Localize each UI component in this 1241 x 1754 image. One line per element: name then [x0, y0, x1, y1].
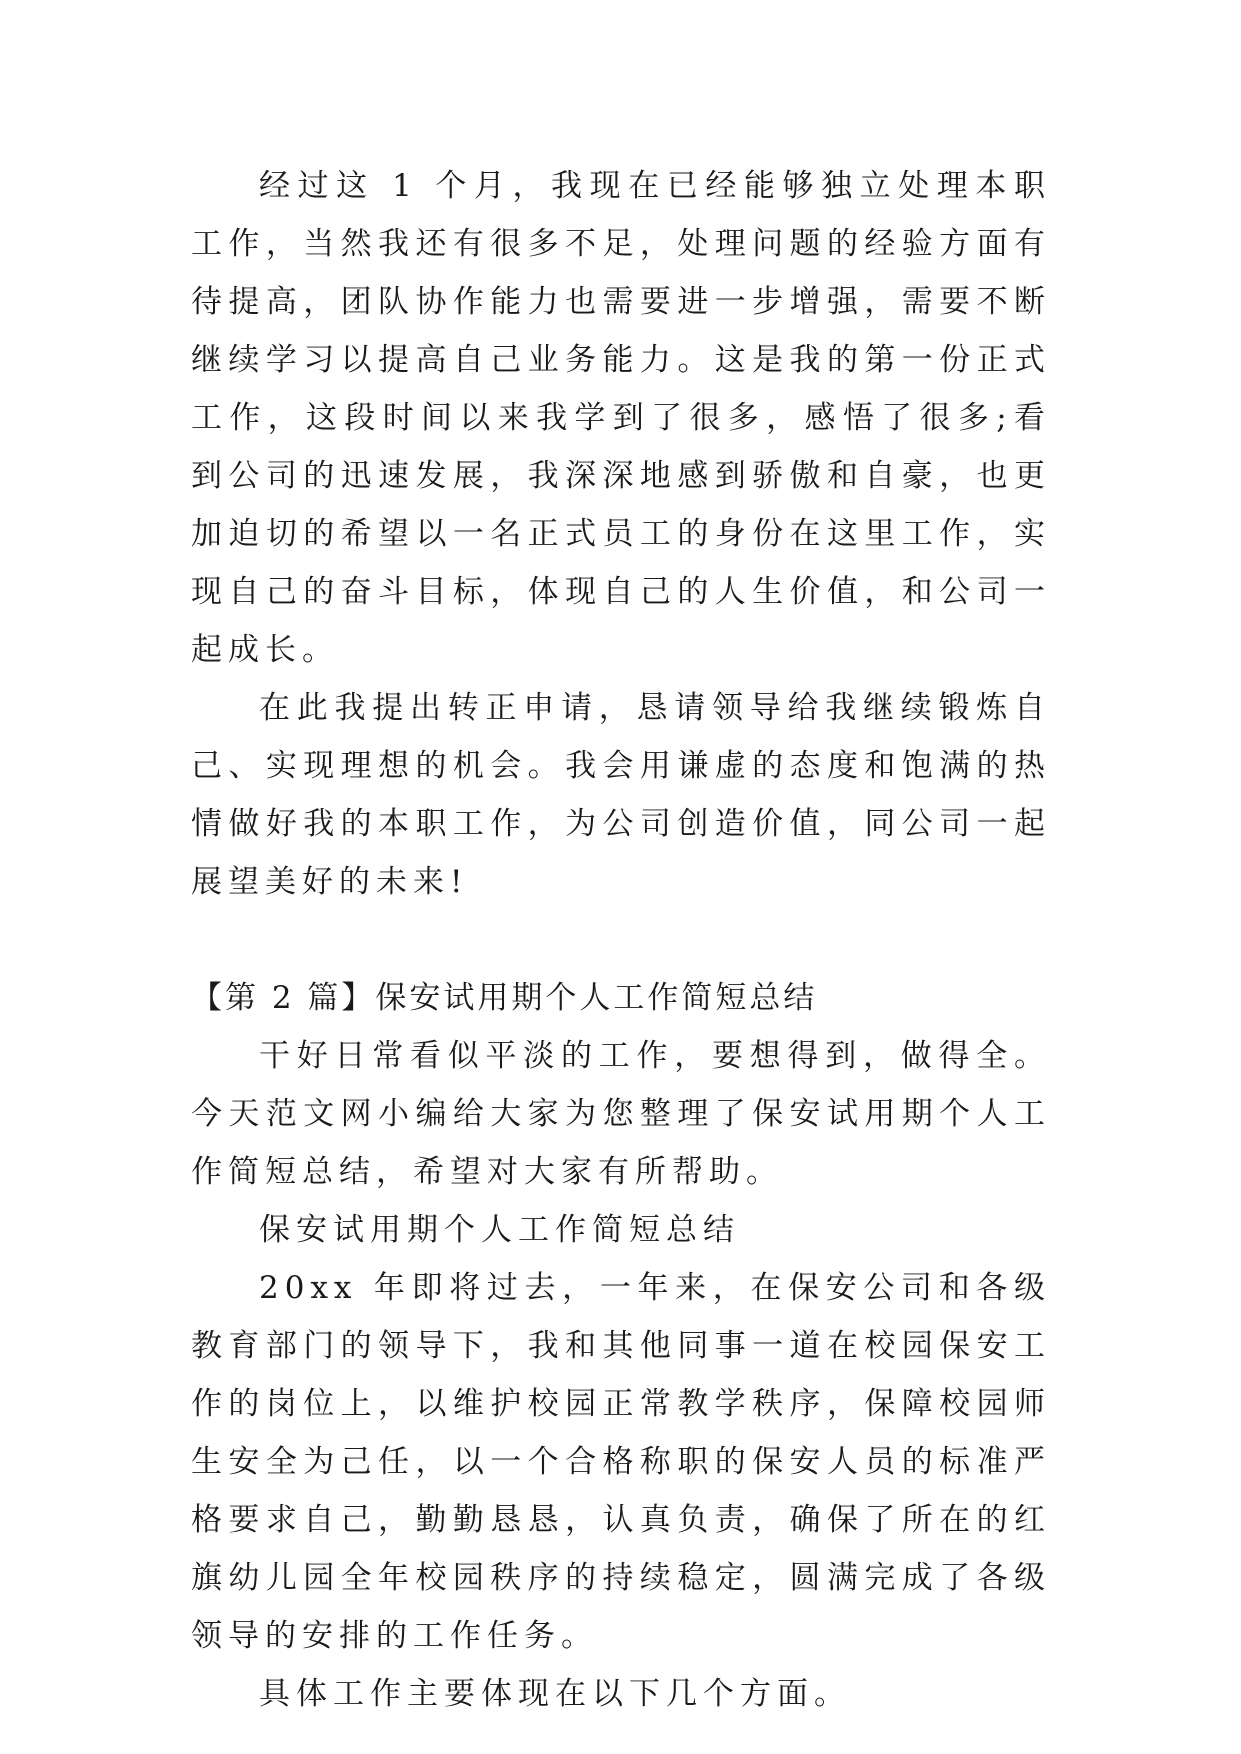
paragraph-intro: 干好日常看似平淡的工作，要想得到，做得全。今天范文网小编给大家为您整理了保安试用期个人工作简短总结，希望对大家有所帮助。	[191, 1038, 1051, 1190]
paragraph-aspects: 具体工作主要体现在以下几个方面。	[259, 1676, 851, 1712]
paragraph-experience: 经过这 1 个月，我现在已经能够独立处理本职工作，当然我还有很多不足，处理问题的经验方面有待提高，团队协作能力也需要进一步增强，需要不断继续学习以提高自己业务能力。这是我的第一份正式工作，这段时间以来我学到了很多，感悟了很多;看到公司的迅速发展，我深深地感到骄傲和自豪，也更加迫切的希望以一名正式员工的身份在这里工作，实现自己的奋斗目标，体现自己的人生价值，和公司一起成长。	[191, 168, 1051, 668]
section-heading: 【第 2 篇】保安试用期个人工作简短总结	[191, 980, 818, 1016]
document-body	[191, 157, 1051, 1723]
paragraph-application: 在此我提出转正申请，恳请领导给我继续锻炼自己、实现理想的机会。我会用谦虚的态度和饱满的热情做好我的本职工作，为公司创造价值，同公司一起展望美好的未来!	[191, 690, 1051, 900]
paragraph-subtitle: 保安试用期个人工作简短总结	[259, 1212, 740, 1248]
section-spacer	[191, 911, 1051, 969]
paragraph-year-summary: 20xx 年即将过去，一年来，在保安公司和各级教育部门的领导下，我和其他同事一道在校园保安工作的岗位上，以维护校园正常教学秩序，保障校园师生安全为己任，以一个合格称职的保安人员的标准严格要求自己，勤勤恳恳，认真负责，确保了所在的红旗幼儿园全年校园秩序的持续稳定，圆满完成了各级领导的安排的工作任务。	[191, 1270, 1051, 1654]
